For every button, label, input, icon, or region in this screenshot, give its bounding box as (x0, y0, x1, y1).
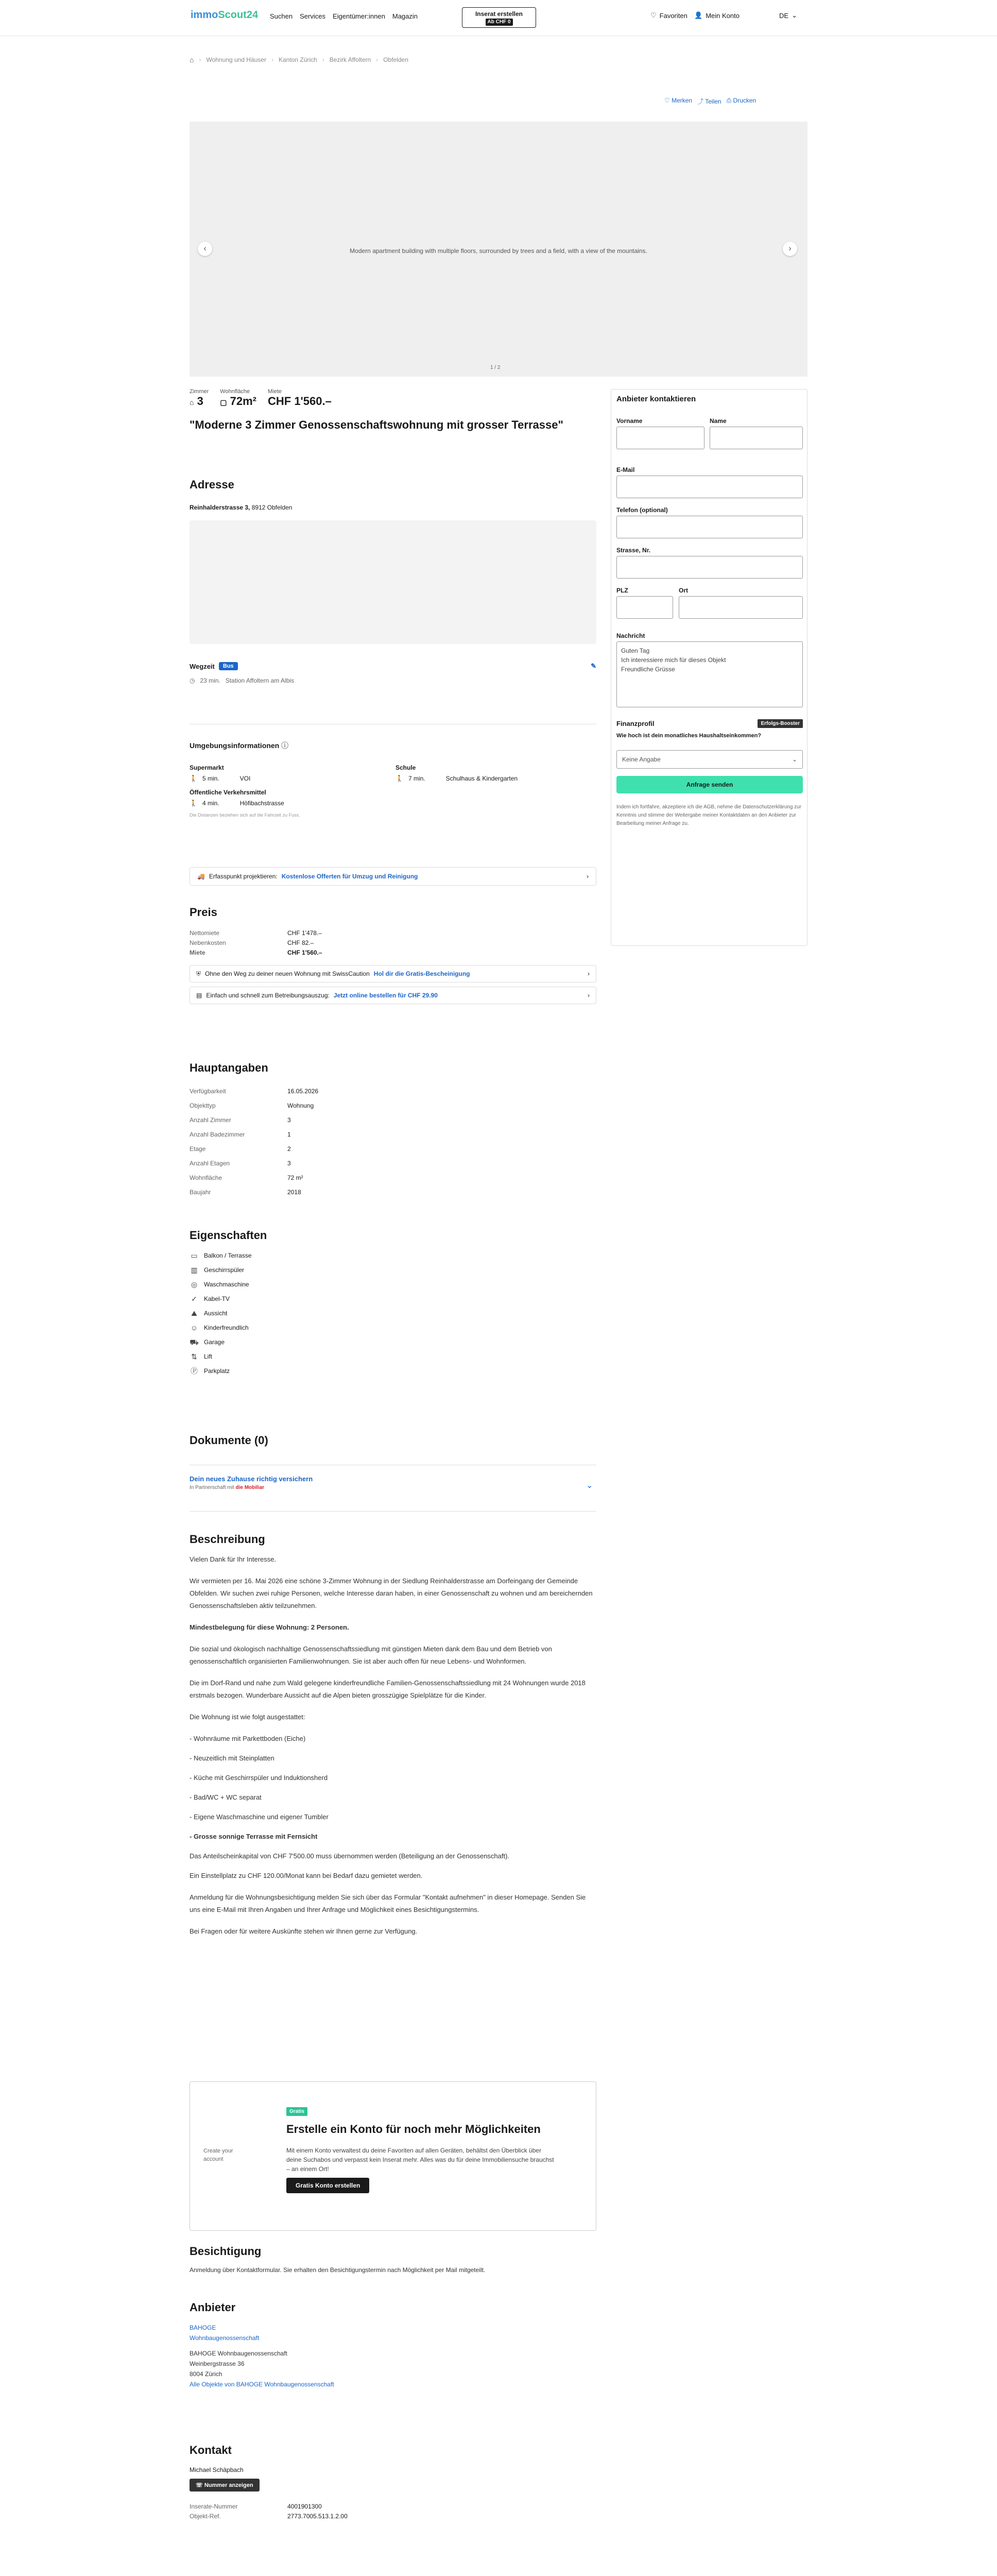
price-row: Nettomiete CHF 1'478.– (190, 929, 322, 937)
promo-side-text: Create your account (203, 2148, 233, 2162)
main-data-row: Anzahl Zimmer 3 (190, 1116, 291, 1124)
main-data-row: Etage 2 (190, 1145, 291, 1153)
description-heading: Beschreibung (190, 1533, 265, 1546)
route-destination: Station Affoltern am Albis (225, 677, 295, 684)
show-number-button[interactable]: ☏ Nummer anzeigen (190, 2479, 260, 2492)
email-input[interactable] (616, 476, 803, 498)
user-icon: 👤 (694, 11, 703, 19)
shield-icon: ⛨ (196, 970, 201, 977)
last-name-label: Name (710, 417, 727, 425)
address-section (190, 478, 596, 644)
description-paragraph: - Bad/WC + WC separat (190, 1793, 262, 1801)
provider-heading: Anbieter (190, 2301, 236, 2314)
banner-link[interactable]: Kostenlose Offerten für Umzug und Reinigung (281, 873, 418, 880)
description-paragraph: Mindestbelegung für diese Wohnung: 2 Personen. (190, 1623, 349, 1631)
surroundings-heading: Umgebungsinformationen (190, 741, 280, 750)
clock-icon: ◷ (190, 677, 195, 684)
supermarket-label: Supermarkt (190, 764, 224, 771)
save-button[interactable]: ♡ Merken (664, 97, 693, 104)
finance-badge: Erfolgs-Booster (758, 719, 803, 728)
map[interactable] (190, 520, 596, 644)
first-name-label: Vorname (616, 417, 643, 425)
address-city: 8912 Obfelden (251, 504, 293, 511)
form-disclaimer: Indem ich fortfahre, akzeptiere ich die AGB, nehme die Datenschutzerklärung zur Kenntnis und stimme der Weitergabe meiner Kontaktdaten an den Anbieter zur Bearbeitung meiner Anfrage zu. (616, 804, 802, 826)
phone-label: Telefon (optional) (616, 506, 668, 514)
account-promo (190, 2081, 596, 2231)
image-counter: 1 / 2 (490, 365, 501, 370)
street-input[interactable] (616, 556, 803, 579)
transit-time: 4 min. (202, 800, 219, 807)
account-link[interactable]: 👤 Mein Konto (694, 11, 740, 20)
supermarket-time: 5 min. (202, 775, 219, 782)
submit-button[interactable]: Anfrage senden (616, 776, 803, 793)
info-icon[interactable]: ⓘ (281, 741, 289, 750)
features-heading: Eigenschaften (190, 1229, 267, 1242)
description-paragraph: Anmeldung für die Wohnungsbesichtigung melden Sie sich über das Formular "Kontakt aufnehmen" in dieser Homepage. Senden Sie uns eine E-Mail mit Ihren Angaben und Ihrer Anfrage und Möglichkeit eines Besichtigungstermins. (190, 1893, 586, 1913)
publish-listing-button[interactable]: Inserat erstellen Ab CHF 0 (462, 7, 536, 28)
distance-note: Die Distanzen beziehen sich auf die Fahrzeit zu Fuss. (190, 812, 300, 818)
partner-logo: die Mobiliar (235, 1485, 265, 1490)
rooms-value: 3 (197, 395, 203, 408)
route-section (190, 662, 596, 688)
moving-offer-banner[interactable] (190, 867, 596, 886)
finance-question: Wie hoch ist dein monatliches Haushaltseinkommen? (616, 733, 762, 739)
route-label: Wegzeit (190, 662, 215, 670)
area-icon: ▢ (220, 398, 227, 406)
listing-actions (664, 97, 756, 106)
provider-line: BAHOGE Wohnbaugenossenschaft (190, 2350, 287, 2357)
view-icon: ⛰ (191, 1309, 197, 1317)
contact-row: Inserate-Nummer 4001901300 (190, 2503, 322, 2510)
documents-section (190, 1434, 596, 1447)
area-label: Wohnfläche (220, 388, 250, 395)
school-label: Schule (396, 764, 416, 771)
breadcrumb: ⌂ › Wohnung und Häuser › Kanton Zürich › Bezirk Affoltern › Obfelden (190, 56, 408, 64)
description-paragraph: Die Wohnung ist wie folgt ausgestattet: (190, 1713, 305, 1721)
contact-row: Objekt-Ref. 2773.7005.513.1.2.00 (190, 2513, 348, 2520)
finance-title: Finanzprofil (616, 720, 655, 727)
nav-services[interactable]: Services (300, 12, 325, 20)
school-name: Schulhaus & Kindergarten (445, 775, 518, 782)
feature-item: ✓ Kabel-TV (190, 1292, 596, 1306)
price-row: Miete CHF 1'560.– (190, 949, 322, 956)
supermarket-name: VOI (239, 775, 251, 782)
description-paragraph: - Küche mit Geschirrspüler und Induktionsherd (190, 1774, 328, 1782)
price-section (190, 906, 596, 1004)
insurance-accordion[interactable] (190, 1475, 596, 1490)
main-data-row: Anzahl Etagen 3 (190, 1160, 291, 1167)
city-input[interactable] (679, 596, 803, 619)
description-paragraph: Die im Dorf-Rand und nahe zum Wald gelegene kinderfreundliche Familien-Genossenschaftssiedlung mit 24 Wohnungen wurde 2018 erstmals bezogen. Wunderbare Aussicht auf die Alpen bieten grosszügige Spielplätze für die Kinder. (190, 1679, 586, 1699)
dishwasher-icon: ▥ (191, 1266, 198, 1274)
transit-name: Höfibachstrasse (239, 800, 284, 807)
main-data-row: Baujahr 2018 (190, 1189, 301, 1196)
visit-heading: Besichtigung (190, 2245, 262, 2258)
feature-item: ☺ Kinderfreundlich (190, 1324, 249, 1332)
create-account-button[interactable]: Gratis Konto erstellen (286, 2178, 369, 2193)
image-caption: Modern apartment building with multiple floors, surrounded by trees and a field, with a view of the mountains. (350, 247, 647, 255)
deposit-link[interactable]: Hol dir die Gratis-Bescheinigung (373, 970, 470, 977)
message-textarea[interactable]: Guten Tag Ich interessiere mich für dieses Objekt Freundliche Grüsse (616, 641, 803, 707)
nav-search[interactable]: Suchen (270, 12, 293, 20)
area-value: 72m² (230, 395, 256, 408)
edit-route-icon[interactable]: ✎ (591, 662, 596, 670)
home-icon[interactable]: ⌂ (190, 56, 194, 64)
feature-item: ▥ Geschirrspüler (190, 1263, 596, 1277)
lift-icon: ⇅ (191, 1352, 197, 1361)
visit-section (190, 2245, 596, 2274)
breadcrumb-item[interactable]: Bezirk Affoltern (329, 56, 371, 63)
income-select[interactable]: Keine Angabe ⌄ (616, 750, 803, 769)
logo[interactable]: immoScout24 (191, 9, 259, 21)
provider-name[interactable]: BAHOGE (190, 2324, 216, 2331)
nav-owners[interactable]: Eigentümer:innen (332, 12, 385, 20)
main-data-row: Objekttyp Wohnung (190, 1102, 314, 1109)
deposit-text: Ohne den Weg zu deiner neuen Wohnung mit SwissCaution (205, 970, 370, 977)
promo-badge: Gratis (286, 2107, 307, 2116)
chevron-down-icon: ⌄ (792, 11, 797, 19)
debt-link[interactable]: Jetzt online bestellen für CHF 29.90 (333, 992, 438, 999)
message-label: Nachricht (616, 632, 645, 639)
truck-icon: 🚚 (197, 873, 205, 880)
gallery-next-button[interactable]: › (783, 242, 797, 256)
provider-listings-link[interactable]: Alle Objekte von BAHOGE Wohnbaugenossenschaft (190, 2381, 334, 2388)
feature-item: ◎ Waschmaschine (190, 1277, 596, 1292)
street-label: Strasse, Nr. (616, 547, 651, 554)
walk-icon: 🚶 (190, 775, 197, 782)
email-label: E-Mail (616, 466, 635, 473)
main-data-heading: Hauptangaben (190, 1061, 268, 1074)
print-button[interactable]: ⎙ Drucken (726, 97, 757, 104)
child-icon: ☺ (190, 1324, 198, 1332)
description-paragraph: Ein Einstellplatz zu CHF 120.00/Monat kann bei Bedarf dazu gemietet werden. (190, 1872, 423, 1879)
breadcrumb-item[interactable]: Wohnung und Häuser (206, 56, 266, 63)
promo-text: Mit einem Konto verwaltest du deine Favoriten auf allen Geräten, behältst den Überblick über deine Suchabos und verpasst kein Inserat mehr. Alles was du für deine Immobiliensuche brauchst – an einem Ort! (286, 2147, 554, 2173)
description-paragraph: Bei Fragen oder für weitere Auskünfte stehen wir Ihnen gerne zur Verfügung. (190, 1927, 418, 1935)
chevron-right-icon: › (587, 873, 589, 880)
rent-value: CHF 1'560.– (268, 395, 332, 408)
documents-heading: Dokumente (0) (190, 1434, 268, 1447)
image-gallery[interactable] (190, 122, 807, 377)
description-paragraph: Vielen Dank für Ihr Interesse. (190, 1555, 277, 1563)
description-paragraph: - Neuzeitlich mit Steinplatten (190, 1754, 274, 1762)
breadcrumb-item[interactable]: Obfelden (383, 56, 408, 63)
debt-register-banner[interactable]: ▤ Einfach und schnell zum Betreibungsauszug: Jetzt online bestellen für CHF 29.90 › (190, 987, 596, 1004)
main-data-row: Verfügbarkeit 16.05.2026 (190, 1088, 319, 1095)
divider (190, 1511, 596, 1512)
description-paragraph: Die sozial und ökologisch nachhaltige Genossenschaftssiedlung mit günstigen Mieten dank dem Bau und dem Betrieb von genossenschaftlich organisierten Familienwohnungen. Sie ist aber auch offen für neue Lebens- und Wohnformen. (190, 1645, 552, 1665)
price-row: Nebenkosten CHF 82.– (190, 939, 314, 946)
banner-prefix: Erfasspunkt projektieren: (209, 873, 278, 880)
zip-input[interactable] (616, 596, 673, 619)
main-data-row: Anzahl Badezimmer 1 (190, 1131, 291, 1138)
contact-form (611, 389, 807, 946)
feature-item: ⛰ Aussicht (190, 1306, 596, 1320)
visit-text: Anmeldung über Kontaktformular. Sie erhalten den Besichtigungstermin nach Möglichkeit per Mail mitgeteilt. (190, 2266, 486, 2274)
phone-input[interactable] (616, 516, 803, 538)
deposit-banner[interactable]: ⛨ Ohne den Weg zu deiner neuen Wohnung mit SwissCaution Hol dir die Gratis-Bescheinigung › (190, 965, 596, 982)
washer-icon: ◎ (191, 1280, 198, 1289)
first-name-input[interactable] (616, 427, 704, 449)
door-icon: ⌂ (190, 398, 194, 406)
check-icon: ✓ (191, 1295, 197, 1303)
rooms-label: Zimmer (190, 388, 209, 395)
chevron-down-icon: ⌄ (792, 756, 797, 763)
insurance-title[interactable]: Dein neues Zuhause richtig versichern (190, 1475, 313, 1483)
description-section (190, 1533, 596, 1947)
provider-type[interactable]: Wohnbaugenossenschaft (190, 2334, 260, 2342)
feature-item: ▭ Balkon / Terrasse (190, 1248, 596, 1263)
favourites-link[interactable]: ♡ Favoriten (650, 11, 687, 20)
price-heading: Preis (190, 906, 217, 919)
gallery-prev-button[interactable]: ‹ (198, 242, 212, 256)
last-name-input[interactable] (710, 427, 803, 449)
provider-line: Weinbergstrasse 36 (190, 2360, 245, 2367)
main-data-row: Wohnfläche 72 m² (190, 1174, 303, 1181)
breadcrumb-item[interactable]: Kanton Zürich (279, 56, 317, 63)
transport-mode-badge[interactable]: Bus (219, 662, 238, 670)
description-paragraph: Wir vermieten per 16. Mai 2026 eine schöne 3-Zimmer Wohnung in der Siedlung Reinhalderstrasse am Dorfeingang der Gemeinde Obfelden. Wir suchen zwei ruhige Personen, welche Interesse daran haben, in einer Genossenschaft zu wohnen und am bereichernden Genossenschaftsleben aktiv teilzunehmen. (190, 1577, 593, 1609)
contact-person: Michael Schäpbach (190, 2466, 244, 2473)
walk-icon: 🚶 (190, 800, 197, 807)
form-heading: Anbieter kontaktieren (616, 395, 696, 403)
description-paragraph: - Eigene Waschmaschine und eigener Tumbler (190, 1813, 329, 1821)
feature-item: ⛟ Garage (190, 1338, 225, 1346)
address-heading: Adresse (190, 478, 234, 491)
main-data-section (190, 1061, 596, 1199)
car-icon: ⛟ (190, 1338, 199, 1346)
walk-icon: 🚶 (396, 775, 403, 782)
heart-icon: ♡ (650, 11, 657, 19)
contact-heading: Kontakt (190, 2444, 232, 2456)
feature-item: Ⓟ Parkplatz (191, 1367, 230, 1375)
provider-section (190, 2301, 596, 2389)
rent-label: Miete (268, 388, 282, 395)
listing-title: "Moderne 3 Zimmer Genossenschaftswohnung mit grosser Terrasse" (190, 418, 563, 431)
key-facts (190, 388, 601, 432)
language-select[interactable]: DE ⌄ (779, 11, 797, 20)
surroundings-section (190, 740, 596, 818)
site-header (0, 0, 997, 36)
school-time: 7 min. (408, 775, 425, 782)
description-paragraph: - Wohnräume mit Parkettboden (Eiche) (190, 1735, 306, 1742)
zip-label: PLZ (616, 587, 628, 594)
main-nav (270, 12, 418, 20)
route-time: 23 min. (200, 677, 220, 684)
features-section (190, 1229, 596, 1378)
address-street: Reinhalderstrasse 3, (190, 504, 250, 511)
chevron-down-icon[interactable]: ⌄ (586, 1481, 593, 1490)
parking-icon: Ⓟ (191, 1367, 198, 1375)
promo-title: Erstelle ein Konto für noch mehr Möglichkeiten (286, 2123, 541, 2136)
transit-label: Öffentliche Verkehrsmittel (190, 789, 266, 796)
document-icon: ▤ (196, 992, 202, 999)
city-label: Ort (679, 587, 688, 594)
provider-line: 8004 Zürich (190, 2370, 222, 2378)
partner-label: In Partnerschaft mit (190, 1485, 234, 1490)
description-paragraph: Das Anteilscheinkapital von CHF 7'500.00 muss übernommen werden (Beteiligung an der Genossenschaft). (190, 1852, 510, 1860)
contact-section (190, 2444, 596, 2521)
feature-item: ⇅ Lift (190, 1349, 596, 1364)
debt-text: Einfach und schnell zum Betreibungsauszug: (206, 992, 330, 999)
balcony-icon: ▭ (191, 1251, 198, 1260)
share-button[interactable]: ⤴ Teilen (697, 98, 721, 105)
description-paragraph: - Grosse sonnige Terrasse mit Fernsicht (190, 1833, 318, 1840)
nav-magazine[interactable]: Magazin (392, 12, 418, 20)
